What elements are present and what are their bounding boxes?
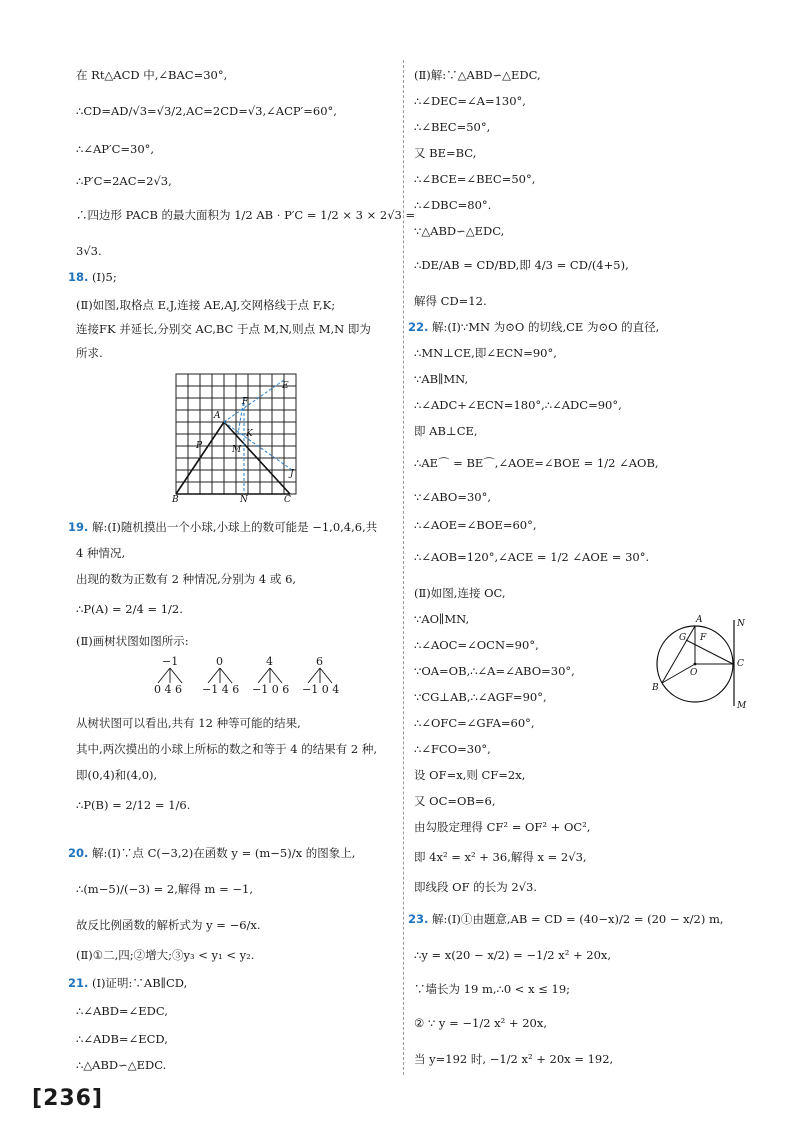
line-text: ∴y = x(20 − x/2) = −1/2 x² + 20x, bbox=[414, 948, 612, 962]
right-line bbox=[414, 67, 541, 83]
problem-number: 23. bbox=[408, 912, 429, 926]
grid-label-j: J bbox=[290, 469, 294, 479]
tree-bottom-3: −1 0 6 bbox=[252, 683, 290, 696]
line-text: (Ⅰ)证明:∵AB∥CD, bbox=[92, 976, 188, 990]
left-line bbox=[76, 601, 183, 617]
line-text: ∴(m−5)/(−3) = 2,解得 m = −1, bbox=[76, 882, 253, 896]
tree-top-4: 6 bbox=[316, 655, 323, 668]
circle-label-b: B bbox=[652, 683, 659, 693]
grid-label-b: B bbox=[172, 495, 179, 503]
line-text: 当 y=192 时, −1/2 x² + 20x = 192, bbox=[414, 1052, 614, 1066]
right-line bbox=[414, 171, 535, 187]
line-text: 设 OF=x,则 CF=2x, bbox=[414, 768, 526, 782]
page-number-value: 236 bbox=[43, 1086, 92, 1111]
line-text: 解:(Ⅰ)∵MN 为⊙O 的切线,CE 为⊙O 的直径, bbox=[432, 320, 660, 334]
left-line bbox=[76, 881, 253, 897]
right-line bbox=[414, 689, 547, 705]
right-line bbox=[408, 319, 659, 335]
line-text: 即 AB⊥CE, bbox=[414, 424, 478, 438]
line-text: ∴∠DBC=80°. bbox=[414, 198, 492, 212]
tree-top-2: 0 bbox=[216, 655, 223, 668]
left-line bbox=[76, 947, 254, 963]
right-line bbox=[408, 911, 724, 927]
problem-number: 20. bbox=[68, 846, 89, 860]
right-line bbox=[414, 611, 469, 627]
right-line bbox=[414, 1051, 613, 1067]
line-text: 又 OC=OB=6, bbox=[414, 794, 496, 808]
line-text: 解:(Ⅰ)①由题意,AB = CD = (40−x)/2 = (20 − x/2) m, bbox=[432, 912, 724, 926]
line-text: ∴△ABD∽△EDC. bbox=[76, 1058, 167, 1072]
left-line bbox=[68, 975, 187, 991]
grid-label-m: M bbox=[232, 445, 242, 455]
line-text: ∴P(A) = 2/4 = 1/2. bbox=[76, 602, 183, 616]
line-text: ∴∠ADB=∠ECD, bbox=[76, 1032, 168, 1046]
left-line bbox=[76, 345, 103, 361]
problem-number: 18. bbox=[68, 270, 89, 284]
tree-top-3: 4 bbox=[266, 655, 273, 668]
problem-number: 19. bbox=[68, 520, 89, 534]
circle-label-f: F bbox=[700, 633, 707, 643]
right-line bbox=[414, 145, 476, 161]
right-line bbox=[414, 345, 557, 361]
grid-label-f: F bbox=[242, 397, 249, 407]
right-line bbox=[414, 371, 468, 387]
line-text: 故反比例函数的解析式为 y = −6/x. bbox=[76, 918, 261, 932]
left-line bbox=[76, 67, 227, 83]
right-line bbox=[414, 663, 575, 679]
left-line bbox=[76, 741, 377, 757]
right-line bbox=[414, 767, 525, 783]
line-text: ∴P(B) = 2/12 = 1/6. bbox=[76, 798, 191, 812]
line-text: ∴CD=AD/√3=√3/2,AC=2CD=√3,∠ACP′=60°, bbox=[76, 104, 337, 118]
right-line bbox=[414, 981, 570, 997]
circle-label-a: A bbox=[696, 615, 703, 625]
left-line bbox=[68, 269, 117, 285]
right-line bbox=[414, 741, 491, 757]
grid-label-n: N bbox=[240, 495, 248, 503]
grid-label-c: C bbox=[284, 495, 291, 503]
right-line bbox=[414, 119, 490, 135]
right-line bbox=[414, 819, 590, 835]
line-text: ∴∠BEC=50°, bbox=[414, 120, 491, 134]
left-line bbox=[76, 243, 102, 259]
line-text: (Ⅰ)5; bbox=[92, 270, 117, 284]
left-line bbox=[76, 571, 296, 587]
line-text: ∵△ABD∽△EDC, bbox=[414, 224, 505, 238]
grid-label-p: P bbox=[196, 441, 203, 451]
line-text: ∴∠OFC=∠GFA=60°, bbox=[414, 716, 535, 730]
left-line bbox=[76, 1031, 168, 1047]
problem-number: 22. bbox=[408, 320, 429, 334]
line-text: 即线段 OF 的长为 2√3. bbox=[414, 880, 537, 894]
line-text: 由勾股定理得 CF² = OF² + OC², bbox=[414, 820, 591, 834]
tree-bottom-4: −1 0 4 bbox=[302, 683, 340, 696]
right-line bbox=[414, 455, 659, 471]
line-text: ∴∠AOB=120°,∠ACE = 1/2 ∠AOE = 30°. bbox=[414, 550, 650, 564]
right-line bbox=[414, 223, 504, 239]
right-line bbox=[414, 947, 611, 963]
left-line bbox=[76, 797, 190, 813]
right-line bbox=[414, 397, 622, 413]
line-text: ② ∵ y = −1/2 x² + 20x, bbox=[414, 1016, 547, 1030]
left-line bbox=[68, 845, 355, 861]
line-text: ∴MN⊥CE,即∠ECN=90°, bbox=[414, 346, 557, 360]
right-line bbox=[414, 849, 587, 865]
line-text: ∴∠AOC=∠OCN=90°, bbox=[414, 638, 539, 652]
left-line bbox=[76, 767, 157, 783]
line-text: 解:(Ⅰ)∵点 C(−3,2)在函数 y = (m−5)/x 的图象上, bbox=[92, 846, 356, 860]
line-text: ∴∠AOE=∠BOE=60°, bbox=[414, 518, 537, 532]
tree-bottom-1: 0 4 6 bbox=[154, 683, 182, 696]
left-line bbox=[76, 633, 189, 649]
left-line bbox=[76, 103, 337, 119]
page-number: [236] bbox=[32, 1086, 104, 1111]
line-text: ∴∠ADC+∠ECN=180°,∴∠ADC=90°, bbox=[414, 398, 622, 412]
line-text: 即(0,4)和(4,0), bbox=[76, 768, 158, 782]
right-line bbox=[414, 715, 535, 731]
grid-label-e: E bbox=[282, 381, 289, 391]
left-line bbox=[76, 321, 371, 337]
line-text: ∵OA=OB,∴∠A=∠ABO=30°, bbox=[414, 664, 575, 678]
left-line bbox=[76, 141, 154, 157]
line-text: 在 Rt△ACD 中,∠BAC=30°, bbox=[76, 68, 228, 82]
left-line bbox=[68, 519, 377, 535]
line-text: 解得 CD=12. bbox=[414, 294, 487, 308]
line-text: (Ⅱ)解:∵△ABD∽△EDC, bbox=[414, 68, 541, 82]
circle-label-n: N bbox=[737, 619, 745, 629]
right-line bbox=[414, 1015, 547, 1031]
grid-label-k: K bbox=[246, 429, 253, 439]
right-line bbox=[414, 423, 478, 439]
tree-bottom-2: −1 4 6 bbox=[202, 683, 240, 696]
right-line bbox=[414, 293, 487, 309]
tree-top-1: −1 bbox=[162, 655, 179, 668]
left-line bbox=[76, 1057, 166, 1073]
circle-label-g: G bbox=[679, 633, 687, 643]
line-text: (Ⅱ)如图,取格点 E,J,连接 AE,AJ,交网格线于点 F,K; bbox=[76, 298, 336, 312]
left-line bbox=[76, 917, 261, 933]
left-line bbox=[76, 207, 415, 223]
left-line bbox=[76, 715, 301, 731]
circle-figure bbox=[648, 612, 758, 712]
right-line bbox=[414, 517, 537, 533]
left-line bbox=[76, 545, 125, 561]
line-text: ∵AB∥MN, bbox=[414, 372, 469, 386]
right-line bbox=[414, 549, 649, 565]
left-line bbox=[76, 297, 335, 313]
line-text: ∵CG⊥AB,∴∠AGF=90°, bbox=[414, 690, 547, 704]
line-text: (Ⅱ)①二,四;②增大;③y₃ < y₁ < y₂. bbox=[76, 948, 255, 962]
right-line bbox=[414, 257, 629, 273]
grid-label-a: A bbox=[214, 411, 221, 421]
line-text: 出现的数为正数有 2 种情况,分别为 4 或 6, bbox=[76, 572, 297, 586]
circle-label-m: M bbox=[737, 701, 747, 711]
line-text: ∴∠FCO=30°, bbox=[414, 742, 491, 756]
line-text: ∴∠BCE=∠BEC=50°, bbox=[414, 172, 536, 186]
line-text: 4 种情况, bbox=[76, 546, 126, 560]
left-line bbox=[76, 173, 172, 189]
line-text: 即 4x² = x² + 36,解得 x = 2√3, bbox=[414, 850, 587, 864]
circle-label-o: O bbox=[690, 668, 698, 678]
circle-label-c: C bbox=[737, 659, 744, 669]
right-line bbox=[414, 585, 506, 601]
line-text: ∵墙长为 19 m,∴0 < x ≤ 19; bbox=[414, 982, 571, 996]
right-line bbox=[414, 793, 496, 809]
column-divider bbox=[403, 60, 404, 1075]
problem-number: 21. bbox=[68, 976, 89, 990]
line-text: ∴∠ABD=∠EDC, bbox=[76, 1004, 168, 1018]
line-text: 解:(Ⅰ)随机摸出一个小球,小球上的数可能是 −1,0,4,6,共 bbox=[92, 520, 378, 534]
grid-figure bbox=[168, 368, 303, 503]
line-text: ∴P′C=2AC=2√3, bbox=[76, 174, 172, 188]
line-text: ∴∠DEC=∠A=130°, bbox=[414, 94, 526, 108]
right-line bbox=[414, 93, 526, 109]
right-line bbox=[414, 637, 539, 653]
right-line bbox=[414, 197, 491, 213]
left-line bbox=[76, 1003, 168, 1019]
line-text: ∵AO∥MN, bbox=[414, 612, 470, 626]
line-text: ∵∠ABO=30°, bbox=[414, 490, 492, 504]
line-text: ∴四边形 PACB 的最大面积为 1/2 AB · P′C = 1/2 × 3 × 2√3 = bbox=[76, 208, 416, 222]
line-text: ∴∠AP′C=30°, bbox=[76, 142, 155, 156]
line-text: (Ⅱ)如图,连接 OC, bbox=[414, 586, 506, 600]
line-text: 又 BE=BC, bbox=[414, 146, 477, 160]
line-text: (Ⅱ)画树状图如图所示: bbox=[76, 634, 189, 648]
line-text: ∴DE/AB = CD/BD,即 4/3 = CD/(4+5), bbox=[414, 258, 629, 272]
right-line bbox=[414, 879, 537, 895]
line-text: 其中,两次摸出的小球上所标的数之和等于 4 的结果有 2 种, bbox=[76, 742, 378, 756]
line-text: ∴AE⌒ = BE⌒,∠AOE=∠BOE = 1/2 ∠AOB, bbox=[414, 456, 659, 470]
line-text: 3√3. bbox=[76, 244, 102, 258]
line-text: 从树状图可以看出,共有 12 种等可能的结果, bbox=[76, 716, 301, 730]
tree-diagram bbox=[150, 655, 350, 699]
line-text: 连接FK 并延长,分别交 AC,BC 于点 M,N,则点 M,N 即为 bbox=[76, 322, 371, 336]
line-text: 所求. bbox=[76, 346, 103, 360]
right-line bbox=[414, 489, 491, 505]
